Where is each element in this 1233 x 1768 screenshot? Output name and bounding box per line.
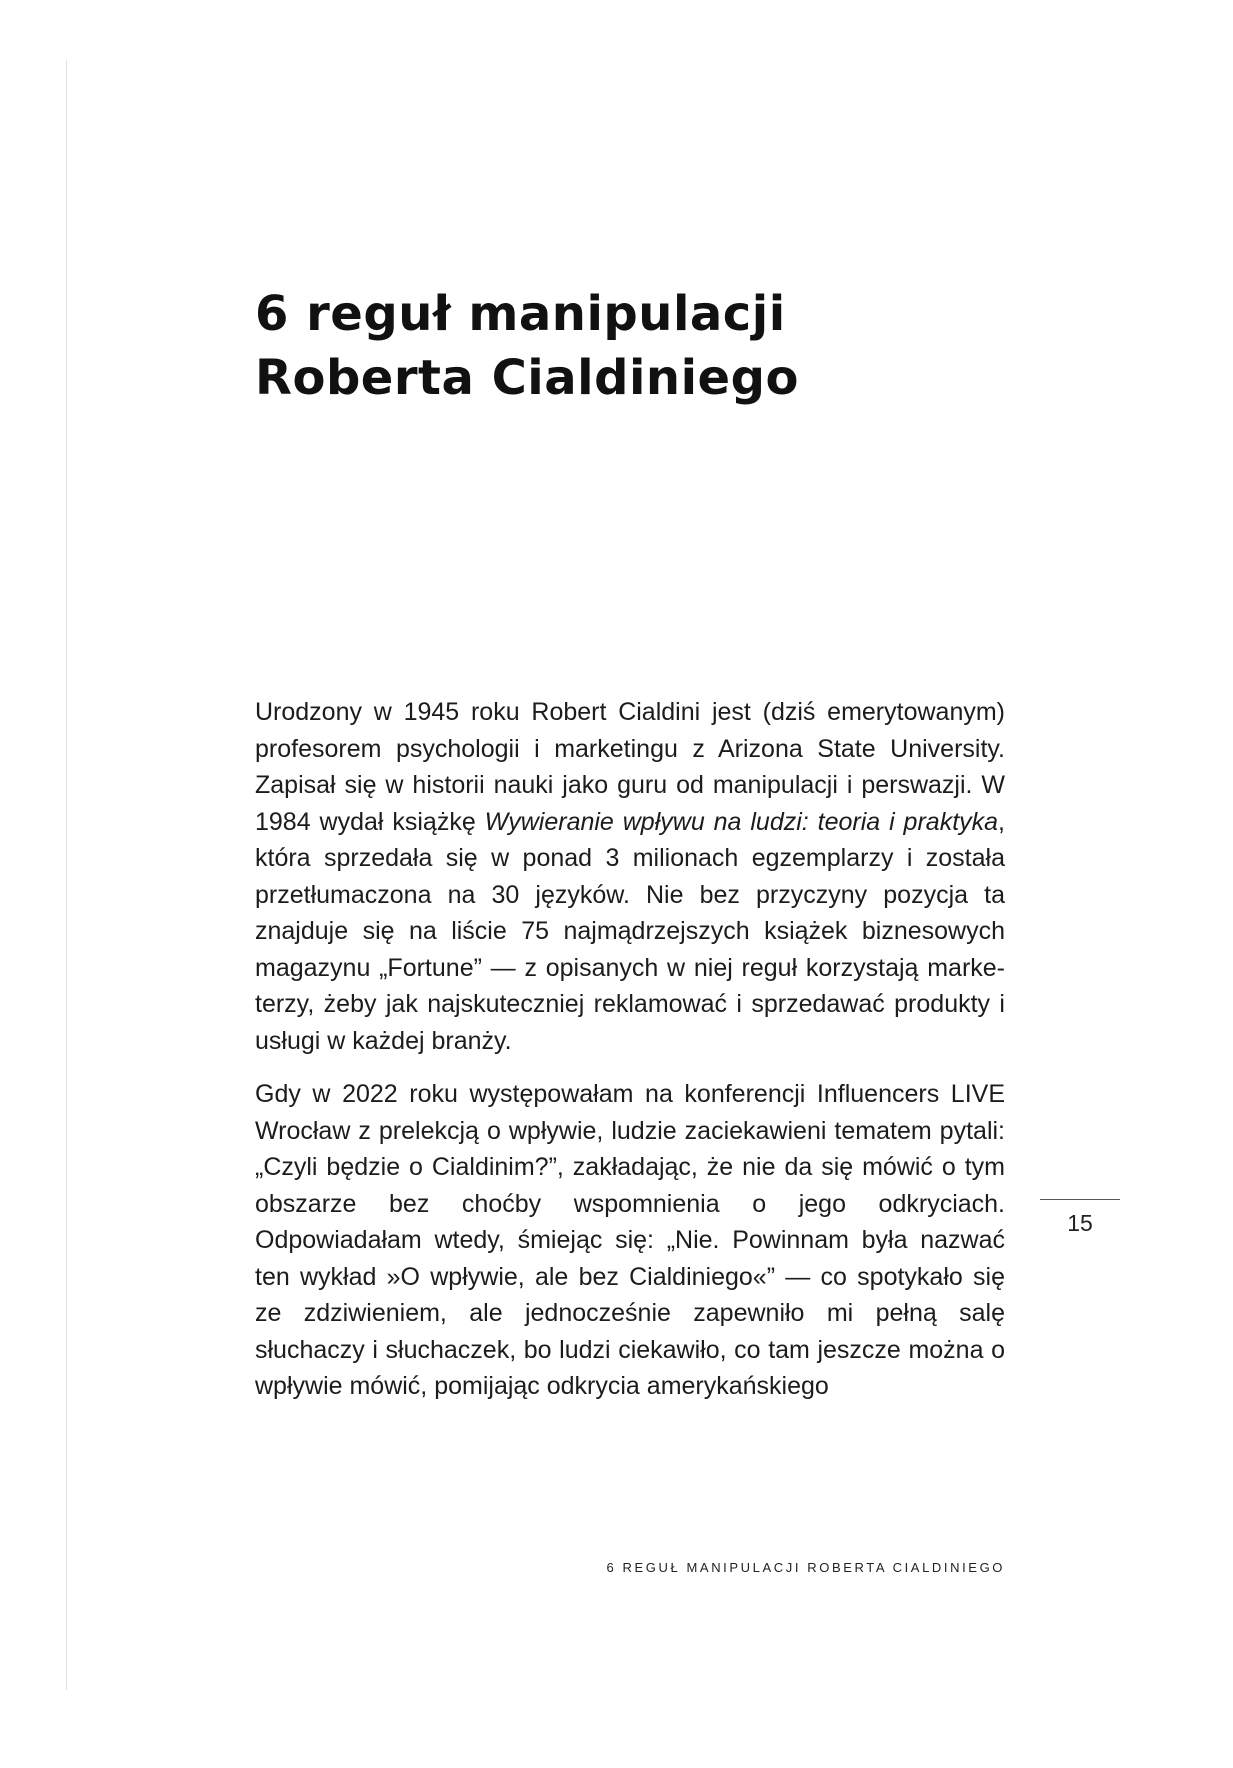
page-number-rule: [1040, 1199, 1120, 1200]
chapter-title-line-2: Roberta Cialdiniego: [255, 350, 799, 406]
book-title: Wywieranie wpływu na ludzi: teoria i praktyka: [484, 807, 999, 836]
paragraph-2: Gdy w 2022 roku występowałam na konferencji Influencers LIVE Wrocław z prelekcją o wpływie, ludzie zaciekawieni tematem pytali: „Czyli będzie o Cialdinim?”, zakładając, że nie da się mówić o tym obszarze bez choćby wspomnienia o jego odkryciach. Odpowiadałam wtedy, śmiejąc się: „Nie. Powinnam była nazwać ten wykład »O wpływie, ale bez Cialdiniego«” — co spotykało się ze zdziwieniem, ale jednocześnie zapewniło mi pełną salę słuchaczy i słuchaczek, bo ludzi ciekawiło, co tam jeszcze można o wpływie mówić, pomijając odkrycia amerykańskiego: [255, 1080, 1005, 1400]
page-edge-line: [66, 60, 67, 1690]
paragraph-1-intro: Urodzony w 1945 roku Robert Cialdini jest (dziś emerytowanym) profesorem psychologii i marketingu z Arizona State University. Zapisał się w historii nauki jako guru od manipulacji i perswazji. W 1984 wydał książkę: [255, 698, 1005, 836]
page-number: 15: [1067, 1210, 1093, 1236]
running-footer: 6 REGUŁ MANIPULACJI ROBERTA CIALDINIEGO: [606, 1560, 1005, 1575]
paragraph-1: [255, 694, 1005, 1059]
body-text: [255, 694, 1005, 1422]
chapter-title: [255, 282, 1055, 410]
chapter-title-line-1: 6 reguł manipulacji: [255, 286, 786, 342]
paragraph-1-rest: , która sprzedała się w ponad 3 milionach egzemplarzy i została przetłumaczona na 30 języków. Nie bez przyczyny pozycja ta znajduje się na liście 75 najmądrzejszych książek biznesowych magazynu „Fortune” — z opisanych w niej reguł korzystają marketerzy, żeby jak najskuteczniej reklamować i sprzedawać produkty i usługi w każdej branży.: [255, 807, 1005, 1055]
